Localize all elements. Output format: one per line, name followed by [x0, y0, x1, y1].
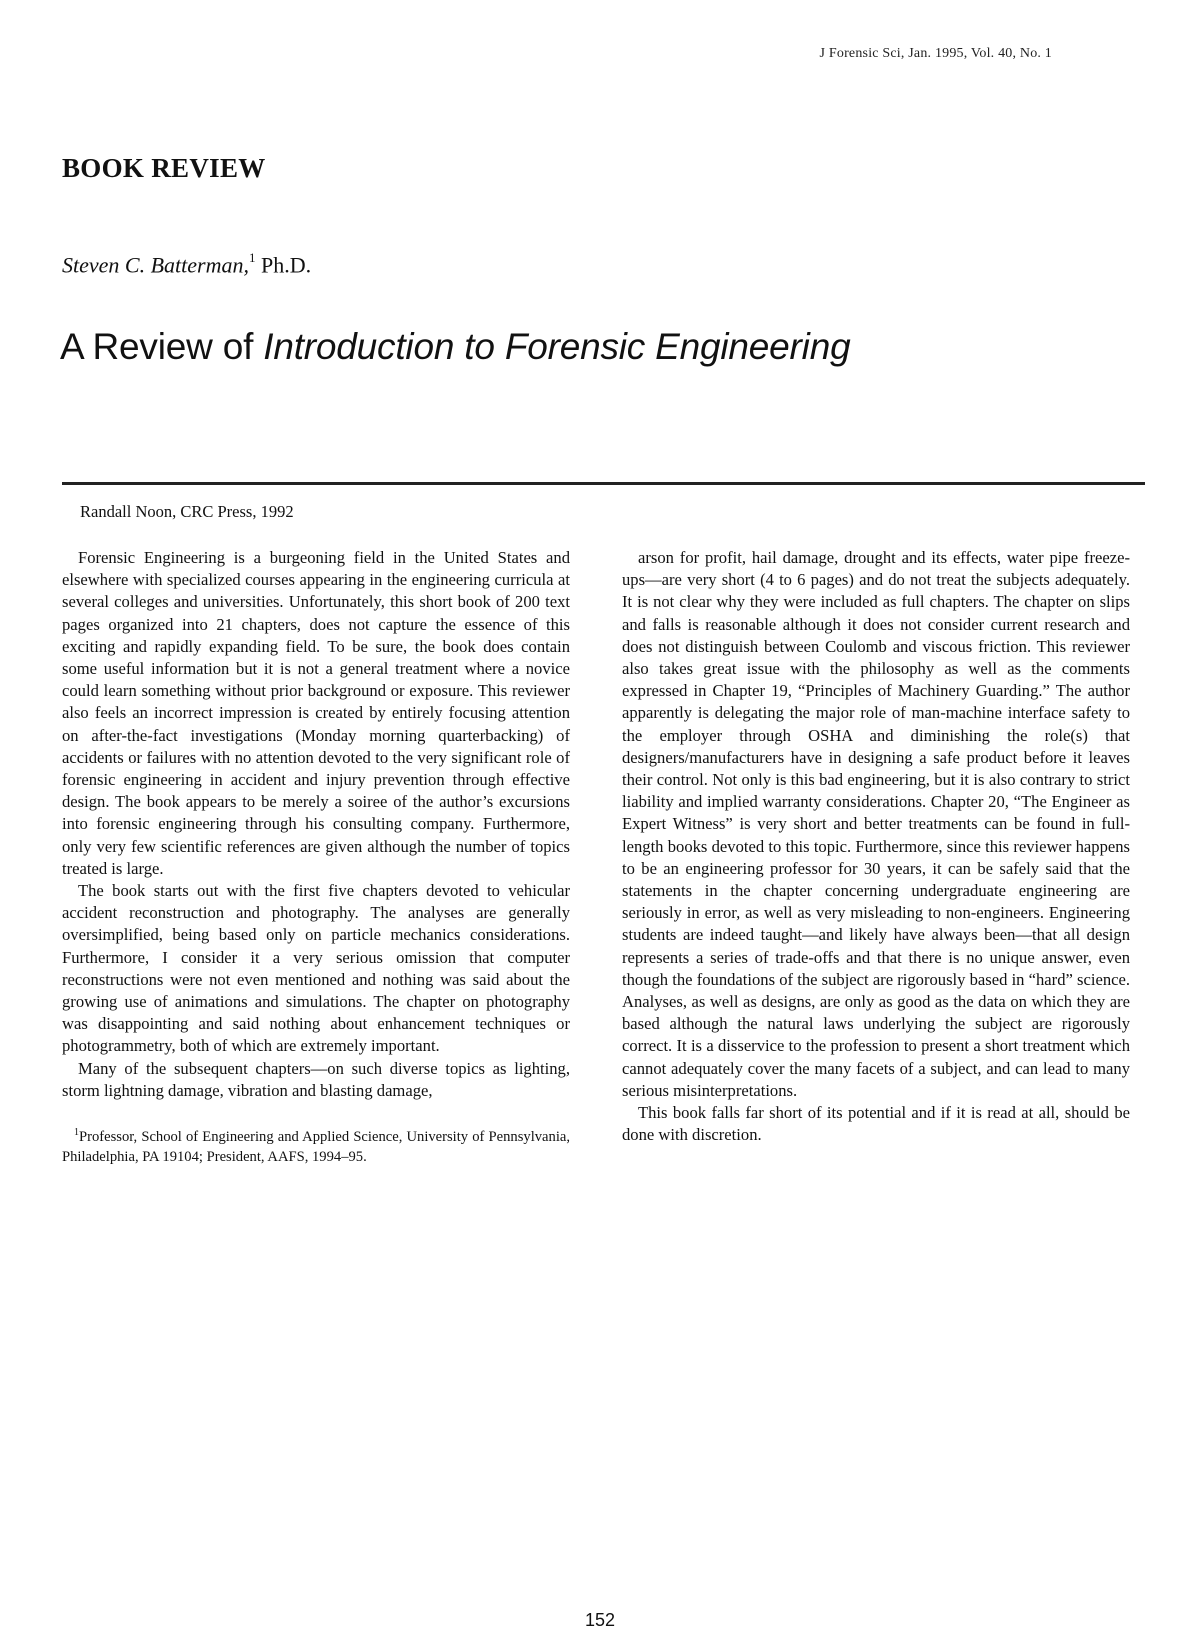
paragraph: Many of the subsequent chapters—on such diverse topics as lighting, storm lightning damage, vibration and blasting damage, [62, 1058, 570, 1100]
author-footnote-mark: 1 [248, 250, 256, 265]
right-column [622, 547, 1130, 1146]
horizontal-rule [62, 482, 1145, 485]
article-title [60, 326, 850, 368]
title-book-name: Introduction to Forensic Engineering [263, 326, 851, 367]
page-number: 152 [584, 1610, 616, 1630]
running-head: J Forensic Sci, Jan. 1995, Vol. 40, No. 1 [819, 46, 1052, 61]
paragraph: The book starts out with the first five chapters devoted to vehicular accident reconstruction and photography. The analyses are generally oversimplified, being based only on particle mechanics considerations. Furthermore, I consider it a very serious omission that computer reconstructions were not even mentioned and nothing was said about the growing use of animations and simulations. The chapter on photography was disappointing and said nothing about enhancement techniques or photogrammetry, both of which are extremely important. [62, 881, 570, 1056]
footnote-mark: 1 [74, 1127, 79, 1139]
book-info: Randall Noon, CRC Press, 1992 [80, 502, 294, 521]
author-name: Steven C. Batterman, [62, 252, 249, 278]
footnote-text: Professor, School of Engineering and Applied Science, University of Pennsylvania, Philadelphia, PA 19104; President, AAFS, 1994–95. [62, 1128, 570, 1165]
title-prefix: A Review of [60, 326, 264, 367]
paragraph: This book falls far short of its potential and if it is read at all, should be done with discretion. [622, 1103, 1130, 1145]
paragraph: Forensic Engineering is a burgeoning field in the United States and elsewhere with specialized courses appearing in the engineering curricula at several colleges and universities. Unfortunately, this short book of 200 text pages organized into 21 chapters, does not capture the essence of this exciting and rapidly expanding field. To be sure, the book does contain some useful information but it is not a general treatment where a novice could learn something without prior background or exposure. This reviewer also feels an incorrect impression is created by entirely focusing attention on after-the-fact investigations (Monday morning quarterbacking) of accidents or failures with no attention devoted to the very significant role of forensic engineering in accident and injury prevention through effective design. The book appears to be merely a soiree of the author’s excursions into forensic engineering through his consulting company. Furthermore, only very few scientific references are given although the number of topics treated is large. [62, 548, 570, 878]
paragraph: arson for profit, hail damage, drought and its effects, water pipe freeze-ups—are very short (4 to 6 pages) and do not treat the subjects adequately. It is not clear why they were included as full chapters. The chapter on slips and falls is reasonable although it does not consider current research and does not distinguish between Coulomb and viscous friction. This reviewer also takes great issue with the philosophy as well as the comments expressed in Chapter 19, “Principles of Machinery Guarding.” The author apparently is delegating the major role of man-machine interface safety to the employer through OSHA and diminishing the role(s) that designers/manufacturers have in designing a safe product before it leaves their control. Not only is this bad engineering, but it is also contrary to strict liability and implied warranty considerations. Chapter 20, “The Engineer as Expert Witness” is very short and better treatments can be found in full-length books devoted to this topic. Furthermore, since this reviewer happens to be an engineering professor for 30 years, it can be safely said that the statements in the chapter concerning undergraduate engineering are seriously in error, as well as very misleading to non-engineers. Engineering students are indeed taught—and likely have always been—that all design represents a series of trade-offs and that there is no unique answer, even though the foundations of the subject are rigorously based in “hard” science. Analyses, as well as designs, are only as good as the data on which they are based although the natural laws underlying the subject are rigorously correct. It is a disservice to the profession to present a short treatment which cannot adequately cover the many facets of a subject, and can lead to many serious misinterpretations. [622, 548, 1130, 1100]
author-degree: Ph.D. [260, 252, 312, 278]
footnote [62, 1123, 570, 1167]
section-label: BOOK REVIEW [62, 153, 266, 183]
left-column [62, 547, 570, 1167]
author-line [62, 252, 311, 278]
